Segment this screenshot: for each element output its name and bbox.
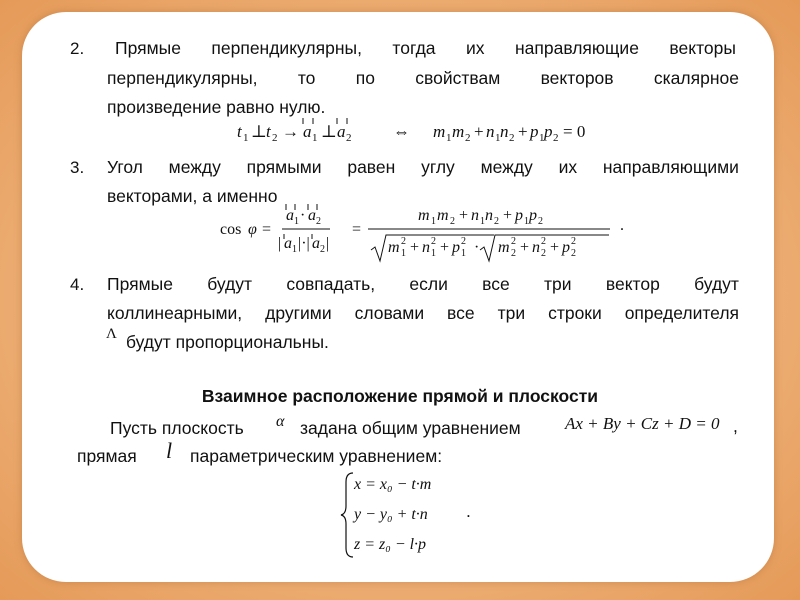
- item2-line3: произведение равно нулю.: [107, 97, 326, 117]
- word: Прямые: [115, 38, 181, 58]
- svg-text:n: n: [486, 122, 495, 141]
- word: вектор: [605, 274, 660, 294]
- svg-text:2: 2: [401, 236, 406, 247]
- svg-text:m: m: [418, 207, 430, 224]
- system-eq-z: z = z₀ − l·p: [354, 536, 427, 553]
- svg-text:2: 2: [509, 132, 515, 144]
- item4-line3: будут пропорциональны.: [126, 332, 329, 352]
- angle-cosine-formula: [218, 200, 638, 270]
- svg-text:2: 2: [541, 236, 546, 247]
- word: Прямые: [107, 274, 173, 294]
- svg-text:a: a: [303, 122, 312, 141]
- svg-text:a: a: [312, 235, 320, 252]
- svg-text:m: m: [388, 239, 400, 256]
- svg-text:a: a: [284, 235, 292, 252]
- svg-text:2: 2: [571, 248, 576, 259]
- svg-text:2: 2: [461, 236, 466, 247]
- svg-text:1: 1: [431, 216, 436, 227]
- svg-text:1: 1: [524, 216, 529, 227]
- svg-text:1: 1: [243, 132, 249, 144]
- word: все: [447, 303, 475, 323]
- svg-text:a: a: [308, 207, 316, 224]
- svg-text:1: 1: [461, 248, 466, 259]
- svg-text:+: +: [459, 207, 469, 224]
- word: перпендикулярны,: [211, 38, 362, 58]
- svg-text:⊥: ⊥: [251, 122, 267, 141]
- svg-text:p: p: [529, 207, 537, 224]
- svg-text:= 0: = 0: [563, 122, 586, 141]
- svg-text:1: 1: [431, 248, 436, 259]
- word: направляющими: [602, 157, 739, 177]
- svg-text:p: p: [452, 239, 460, 256]
- svg-text:n: n: [485, 207, 493, 224]
- item4-line1: [107, 276, 739, 294]
- svg-text:t: t: [266, 122, 271, 141]
- svg-text:2: 2: [272, 132, 278, 144]
- word: их: [558, 157, 578, 177]
- word: по: [355, 68, 375, 88]
- system-eq-y: y − y₀ + t·n: [354, 506, 428, 523]
- word: словами: [354, 303, 425, 323]
- word: тогда: [392, 38, 436, 58]
- word: между: [480, 157, 533, 177]
- svg-text:+: +: [503, 207, 513, 224]
- svg-text:·: ·: [474, 239, 480, 256]
- section-heading: Взаимное расположение прямой и плоскости: [201, 386, 599, 406]
- word: прямыми: [246, 157, 322, 177]
- svg-text:1: 1: [539, 132, 545, 144]
- svg-text:2: 2: [450, 216, 455, 227]
- comma: ,: [733, 416, 738, 436]
- word: направляющие: [514, 38, 639, 58]
- svg-text:n: n: [422, 239, 430, 256]
- svg-text:n: n: [532, 239, 540, 256]
- svg-text:|·|: |·|: [298, 235, 310, 252]
- word: углу: [421, 157, 455, 177]
- svg-text:a: a: [337, 122, 346, 141]
- svg-text:|: |: [326, 235, 330, 252]
- svg-text:·: ·: [300, 207, 306, 224]
- svg-text:|: |: [278, 235, 282, 252]
- word: определителя: [624, 303, 739, 323]
- svg-text:2: 2: [316, 216, 321, 227]
- word: их: [465, 38, 485, 58]
- system-period: .: [466, 501, 471, 521]
- svg-text:n: n: [471, 207, 479, 224]
- svg-text:1: 1: [495, 132, 501, 144]
- determinant-symbol: Λ: [106, 326, 117, 342]
- svg-text:2: 2: [541, 248, 546, 259]
- svg-text:2: 2: [553, 132, 559, 144]
- svg-text:cos: cos: [220, 221, 242, 238]
- svg-text:⊥: ⊥: [321, 122, 337, 141]
- word: перпендикулярны,: [107, 68, 258, 88]
- item2-line1: [115, 40, 736, 58]
- item-number: 4.: [70, 275, 85, 294]
- svg-text:p: p: [515, 207, 523, 224]
- svg-text:2: 2: [511, 248, 516, 259]
- word: три: [497, 303, 526, 323]
- word: векторы: [669, 38, 736, 58]
- svg-text:+: +: [440, 239, 450, 256]
- item-number: 3.: [70, 158, 85, 177]
- system-eq-x: x = x₀ − t·m: [354, 476, 432, 493]
- word: будут: [207, 274, 253, 294]
- svg-text:1: 1: [294, 216, 299, 227]
- svg-text:1: 1: [312, 132, 318, 144]
- svg-text:=: =: [262, 221, 272, 238]
- item-number: 2.: [70, 39, 85, 58]
- svg-text:2: 2: [538, 216, 543, 227]
- word: свойствам: [415, 68, 501, 88]
- svg-text:+: +: [550, 239, 560, 256]
- word: равен: [347, 157, 396, 177]
- word: три: [544, 274, 572, 294]
- svg-text:t: t: [237, 122, 242, 141]
- word: будут: [694, 274, 739, 294]
- word: между: [168, 157, 221, 177]
- word: то: [297, 68, 316, 88]
- svg-text:n: n: [500, 122, 509, 141]
- svg-text:+: +: [474, 122, 484, 141]
- perpendicular-formula: [235, 116, 635, 146]
- svg-text:p: p: [544, 122, 553, 141]
- svg-text:2: 2: [511, 236, 516, 247]
- svg-text:2: 2: [431, 236, 436, 247]
- word: строки: [548, 303, 602, 323]
- svg-text:.: .: [620, 217, 624, 234]
- item3-line1: [107, 159, 739, 177]
- svg-text:φ: φ: [248, 221, 257, 238]
- plane-equation: Ax + By + Cz + D = 0: [565, 414, 720, 433]
- line-sentence-end: параметрическим уравнением:: [190, 446, 443, 466]
- svg-text:2: 2: [320, 244, 325, 255]
- svg-text:a: a: [286, 207, 294, 224]
- svg-text:m: m: [433, 122, 446, 141]
- svg-text:2: 2: [494, 216, 499, 227]
- word: скалярное: [653, 68, 739, 88]
- alpha-symbol: α: [276, 413, 285, 430]
- svg-text:+: +: [410, 239, 420, 256]
- plane-sentence-start: Пусть плоскость: [110, 418, 244, 438]
- word: совпадать,: [286, 274, 376, 294]
- svg-text:m: m: [437, 207, 449, 224]
- word: векторов: [540, 68, 614, 88]
- svg-text:p: p: [562, 239, 570, 256]
- svg-text:⇔: ⇔: [393, 122, 410, 141]
- svg-text:1: 1: [480, 216, 485, 227]
- word: Угол: [107, 157, 143, 177]
- word: все: [482, 274, 510, 294]
- word: коллинеарными,: [107, 303, 243, 323]
- word: если: [409, 274, 448, 294]
- svg-text:1: 1: [401, 248, 406, 259]
- svg-text:→: →: [282, 122, 299, 141]
- svg-text:m: m: [498, 239, 510, 256]
- plane-sentence-end: задана общим уравнением: [300, 418, 521, 438]
- svg-text:=: =: [352, 221, 362, 238]
- svg-text:1: 1: [446, 132, 452, 144]
- item3-line2: векторами, а именно: [107, 186, 278, 206]
- word: другими: [265, 303, 332, 323]
- svg-text:1: 1: [292, 244, 297, 255]
- svg-text:m: m: [452, 122, 465, 141]
- line-sentence-start: прямая: [77, 446, 137, 466]
- item2-line2: [107, 70, 739, 88]
- svg-text:+: +: [518, 122, 528, 141]
- svg-text:2: 2: [465, 132, 471, 144]
- svg-text:2: 2: [571, 236, 576, 247]
- item4-line2: [107, 305, 739, 323]
- svg-text:p: p: [530, 122, 539, 141]
- svg-text:2: 2: [346, 132, 352, 144]
- line-symbol: l: [166, 438, 173, 463]
- svg-text:+: +: [520, 239, 530, 256]
